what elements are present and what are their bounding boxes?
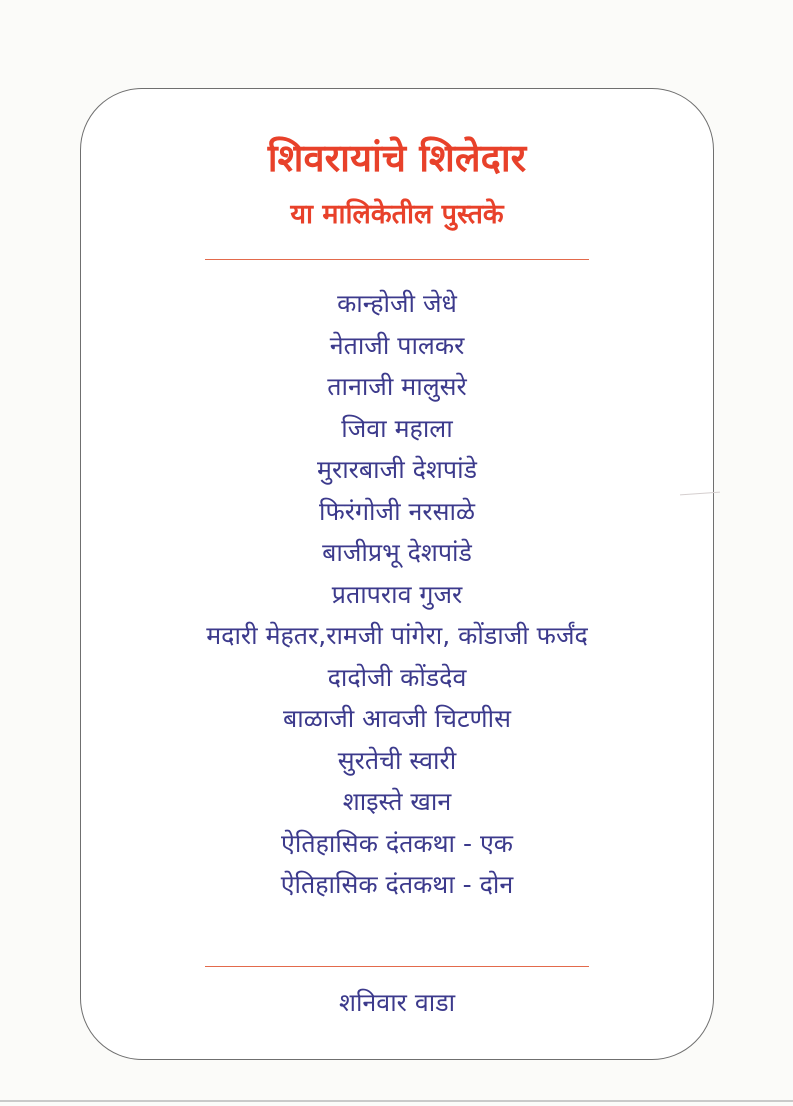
book-item: बाजीप्रभू देशपांडे	[322, 538, 472, 567]
book-item: सुरतेची स्वारी	[337, 745, 457, 775]
book-item: तानाजी मालुसरे	[327, 372, 467, 401]
book-item: प्रतापराव गुजर	[331, 579, 463, 609]
book-item: कान्होजी जेधे	[337, 289, 457, 318]
footer-book-title: शनिवार वाडा	[338, 988, 456, 1017]
bottom-divider	[205, 966, 589, 967]
book-item: ऐतिहासिक दंतकथा - एक	[281, 828, 513, 858]
book-item: नेताजी पालकर	[329, 330, 465, 360]
book-list	[81, 283, 713, 906]
book-item: मुरारबाजी देशपांडे	[317, 455, 477, 484]
series-title: शिवरायांचे शिलेदार	[267, 136, 527, 180]
book-item: मदारी मेहतर,रामजी पांगेरा, कोंडाजी फर्जंद	[206, 621, 588, 650]
book-item: ऐतिहासिक दंतकथा - दोन	[280, 870, 514, 899]
series-subtitle: या मालिकेतील पुस्तके	[290, 199, 504, 230]
book-series-card	[80, 88, 714, 1060]
book-item: जिवा महाला	[341, 413, 453, 443]
book-item: बाळाजी आवजी चिटणीस	[282, 704, 512, 733]
page-edge-line	[0, 1100, 793, 1102]
book-item: शाइस्ते खान	[342, 787, 452, 816]
book-item: फिरंगोजी नरसाळे	[319, 496, 475, 526]
top-divider	[205, 259, 589, 260]
book-item: दादोजी कोंडदेव	[327, 662, 467, 692]
